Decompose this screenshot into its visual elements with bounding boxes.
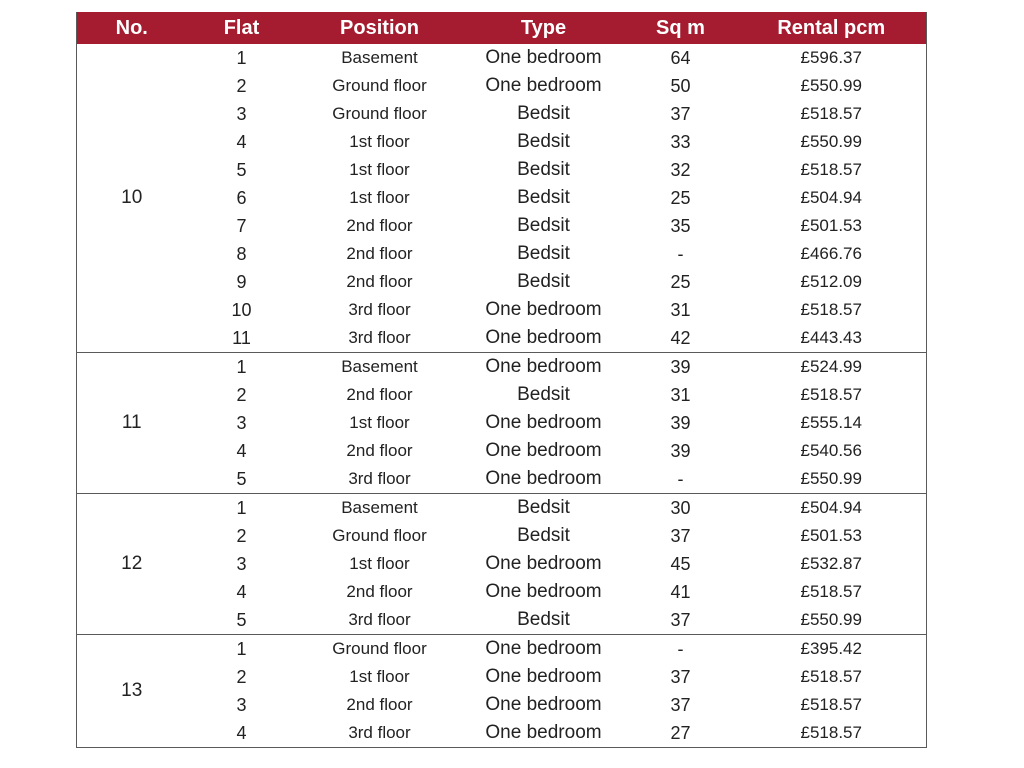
type-cell: One bedroom (485, 412, 602, 433)
sqm-cell: 39 (670, 412, 691, 433)
sqm-cell: 37 (670, 609, 691, 630)
flat-cell: 8 (236, 243, 247, 264)
rental-cell: £512.09 (800, 272, 862, 291)
type-cell: One bedroom (485, 75, 602, 96)
sqm-cell: 25 (670, 271, 691, 292)
type-cell: One bedroom (485, 666, 602, 687)
flat-cell: 3 (236, 694, 247, 715)
sqm-cell: 45 (670, 553, 691, 574)
rental-cell: £518.57 (800, 160, 862, 179)
rental-cell: £532.87 (800, 554, 862, 573)
table-row (77, 381, 927, 409)
type-cell: Bedsit (517, 271, 570, 292)
flat-cell: 2 (236, 666, 247, 687)
flat-cell: 4 (236, 581, 247, 602)
sqm-cell: 31 (670, 299, 691, 320)
flat-cell: 4 (236, 131, 247, 152)
rental-cell: £550.99 (800, 469, 862, 488)
table-row (77, 44, 927, 72)
sqm-cell: - (677, 243, 684, 264)
table-row (77, 409, 927, 437)
flat-cell: 10 (231, 299, 252, 320)
rental-cell: £555.14 (800, 413, 862, 432)
type-cell: One bedroom (485, 299, 602, 320)
table-row (77, 353, 927, 382)
rental-cell: £550.99 (800, 610, 862, 629)
rental-cell: £504.94 (800, 188, 862, 207)
rental-cell: £550.99 (800, 132, 862, 151)
header-flat: Flat (187, 12, 297, 44)
sqm-cell: 64 (670, 47, 691, 68)
table-row (77, 550, 927, 578)
building-number: 12 (121, 553, 143, 574)
flat-cell: 1 (236, 47, 247, 68)
rental-cell: £395.42 (800, 639, 862, 658)
table-row (77, 494, 927, 523)
sqm-cell: - (677, 468, 684, 489)
position-cell: 2nd floor (346, 582, 413, 601)
position-cell: 2nd floor (346, 385, 413, 404)
rental-cell: £540.56 (800, 441, 862, 460)
table-row (77, 100, 927, 128)
rental-table-container (76, 12, 926, 748)
table-row (77, 691, 927, 719)
sqm-cell: 25 (670, 187, 691, 208)
type-cell: Bedsit (517, 187, 570, 208)
rental-cell: £518.57 (800, 104, 862, 123)
sqm-cell: 33 (670, 131, 691, 152)
position-cell: 3rd floor (348, 300, 411, 319)
table-row (77, 437, 927, 465)
position-cell: Ground floor (332, 76, 427, 95)
rental-cell: £596.37 (800, 48, 862, 67)
position-cell: 2nd floor (346, 272, 413, 291)
position-cell: Ground floor (332, 104, 427, 123)
rental-cell: £518.57 (800, 582, 862, 601)
position-cell: 1st floor (349, 413, 410, 432)
header-sqm: Sq m (625, 12, 737, 44)
flat-cell: 3 (236, 412, 247, 433)
rental-cell: £518.57 (800, 723, 862, 742)
table-row (77, 324, 927, 353)
type-cell: One bedroom (485, 553, 602, 574)
position-cell: 3rd floor (348, 469, 411, 488)
table-row (77, 212, 927, 240)
header-position: Position (297, 12, 463, 44)
type-cell: One bedroom (485, 327, 602, 348)
table-row (77, 72, 927, 100)
table-row (77, 635, 927, 664)
position-cell: 2nd floor (346, 216, 413, 235)
table-row (77, 268, 927, 296)
position-cell: 1st floor (349, 160, 410, 179)
position-cell: Ground floor (332, 526, 427, 545)
position-cell: 2nd floor (346, 441, 413, 460)
flat-cell: 5 (236, 468, 247, 489)
flat-cell: 3 (236, 103, 247, 124)
sqm-cell: 50 (670, 75, 691, 96)
sqm-cell: 39 (670, 356, 691, 377)
flat-cell: 4 (236, 440, 247, 461)
rental-table (76, 12, 927, 748)
table-row (77, 522, 927, 550)
position-cell: 1st floor (349, 188, 410, 207)
sqm-cell: 30 (670, 497, 691, 518)
type-cell: One bedroom (485, 581, 602, 602)
type-cell: Bedsit (517, 384, 570, 405)
rental-cell: £518.57 (800, 695, 862, 714)
type-cell: One bedroom (485, 722, 602, 743)
rental-cell: £466.76 (800, 244, 862, 263)
flat-cell: 9 (236, 271, 247, 292)
position-cell: 3rd floor (348, 328, 411, 347)
type-cell: Bedsit (517, 131, 570, 152)
type-cell: Bedsit (517, 215, 570, 236)
position-cell: 3rd floor (348, 723, 411, 742)
sqm-cell: 39 (670, 440, 691, 461)
position-cell: 3rd floor (348, 610, 411, 629)
rental-cell: £443.43 (800, 328, 862, 347)
flat-cell: 2 (236, 75, 247, 96)
rental-cell: £518.57 (800, 385, 862, 404)
type-cell: One bedroom (485, 440, 602, 461)
position-cell: 1st floor (349, 554, 410, 573)
type-cell: Bedsit (517, 159, 570, 180)
flat-cell: 2 (236, 384, 247, 405)
sqm-cell: - (677, 638, 684, 659)
flat-cell: 5 (236, 159, 247, 180)
rental-cell: £518.57 (800, 667, 862, 686)
building-number: 11 (121, 412, 142, 433)
flat-cell: 2 (236, 525, 247, 546)
position-cell: 2nd floor (346, 244, 413, 263)
sqm-cell: 42 (670, 327, 691, 348)
building-group (77, 635, 927, 748)
table-row (77, 296, 927, 324)
table-row (77, 128, 927, 156)
building-number: 10 (121, 187, 143, 208)
sqm-cell: 31 (670, 384, 691, 405)
type-cell: Bedsit (517, 243, 570, 264)
position-cell: 1st floor (349, 132, 410, 151)
table-header (77, 12, 927, 44)
type-cell: One bedroom (485, 47, 602, 68)
flat-cell: 3 (236, 553, 247, 574)
position-cell: Basement (341, 357, 418, 376)
position-cell: 1st floor (349, 667, 410, 686)
table-row (77, 606, 927, 635)
rental-cell: £518.57 (800, 300, 862, 319)
flat-cell: 5 (236, 609, 247, 630)
sqm-cell: 27 (670, 722, 691, 743)
flat-cell: 1 (236, 356, 247, 377)
position-cell: Basement (341, 498, 418, 517)
table-row (77, 184, 927, 212)
position-cell: 2nd floor (346, 695, 413, 714)
rental-cell: £504.94 (800, 498, 862, 517)
flat-cell: 4 (236, 722, 247, 743)
building-group (77, 494, 927, 635)
type-cell: Bedsit (517, 103, 570, 124)
header-type: Type (463, 12, 625, 44)
rental-cell: £501.53 (800, 216, 862, 235)
flat-cell: 1 (236, 638, 247, 659)
rental-cell: £550.99 (800, 76, 862, 95)
header-no: No. (77, 12, 187, 44)
type-cell: Bedsit (517, 609, 570, 630)
type-cell: One bedroom (485, 468, 602, 489)
table-row (77, 156, 927, 184)
header-rental: Rental pcm (737, 12, 927, 44)
table-row (77, 719, 927, 748)
building-number: 13 (121, 680, 143, 701)
flat-cell: 6 (236, 187, 247, 208)
sqm-cell: 41 (670, 581, 691, 602)
type-cell: One bedroom (485, 638, 602, 659)
building-group (77, 44, 927, 353)
flat-cell: 7 (236, 215, 247, 236)
type-cell: Bedsit (517, 497, 570, 518)
rental-cell: £524.99 (800, 357, 862, 376)
sqm-cell: 37 (670, 525, 691, 546)
table-row (77, 240, 927, 268)
sqm-cell: 35 (670, 215, 691, 236)
rental-cell: £501.53 (800, 526, 862, 545)
table-row (77, 465, 927, 494)
table-row (77, 663, 927, 691)
sqm-cell: 32 (670, 159, 691, 180)
sqm-cell: 37 (670, 694, 691, 715)
header-row (77, 12, 927, 44)
sqm-cell: 37 (670, 666, 691, 687)
sqm-cell: 37 (670, 103, 691, 124)
table-row (77, 578, 927, 606)
position-cell: Ground floor (332, 639, 427, 658)
type-cell: Bedsit (517, 525, 570, 546)
flat-cell: 11 (232, 327, 251, 348)
flat-cell: 1 (236, 497, 247, 518)
position-cell: Basement (341, 48, 418, 67)
type-cell: One bedroom (485, 356, 602, 377)
type-cell: One bedroom (485, 694, 602, 715)
building-group (77, 353, 927, 494)
